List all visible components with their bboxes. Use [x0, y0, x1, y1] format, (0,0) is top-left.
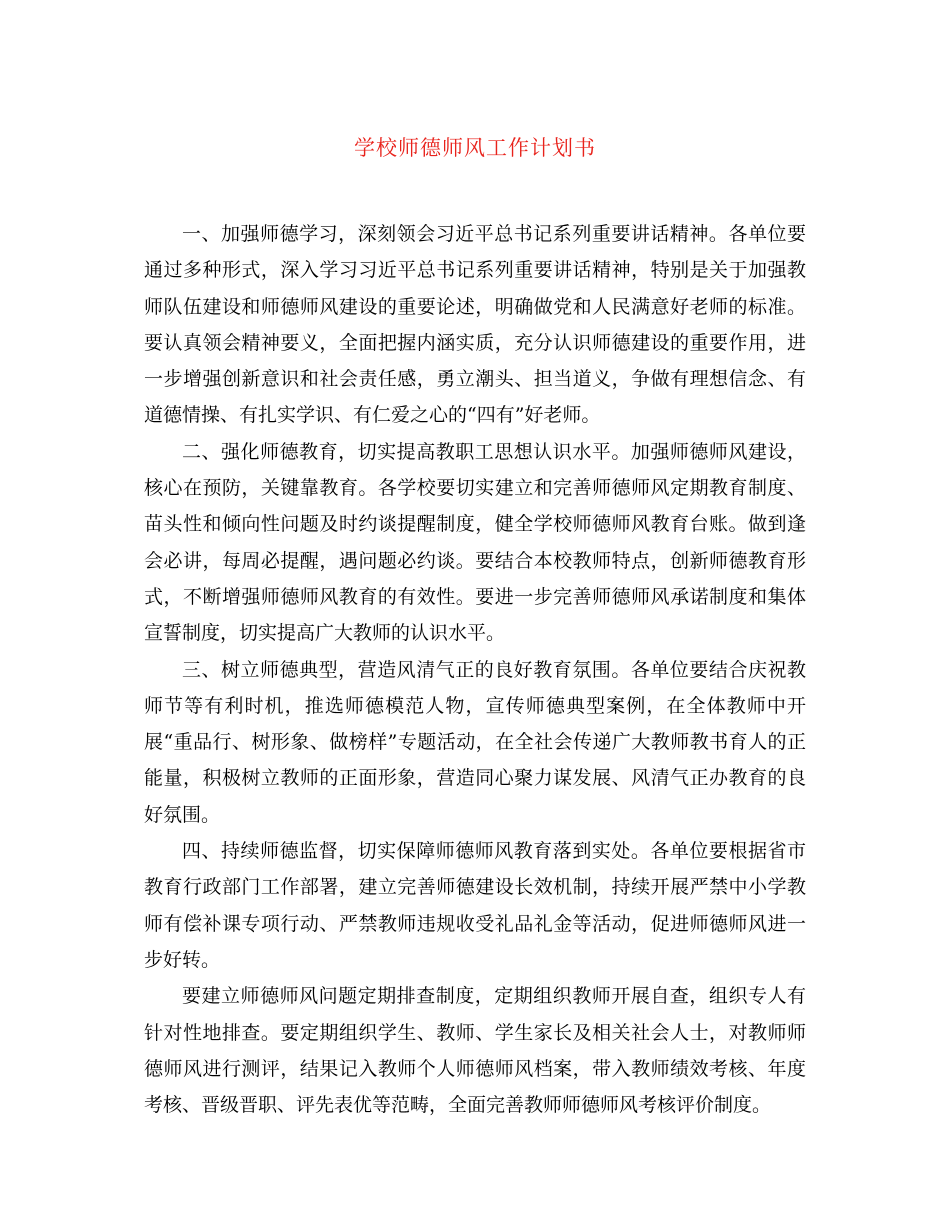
paragraph-5: 要建立师德师风问题定期排查制度，定期组织教师开展自查，组织专人有针对性地排查。要定期组织学生、教师、学生家长及相关社会人士，对教师师德师风进行测评，结果记入教师个人师德师风档案，带入教师绩效考核、年度考核、晋级晋职、评先表优等范畴，全面完善教师师德师风考核评价制度。: [144, 985, 806, 1117]
paragraph-1: 一、加强师德学习，深刻领会习近平总书记系列重要讲话精神。各单位要通过多种形式，深入学习习近平总书记系列重要讲话精神，特别是关于加强教师队伍建设和师德师风建设的重要论述，明确做党和人民满意好老师的标准。要认真领会精神要义，全面把握内涵实质，充分认识师德建设的重要作用，进一步增强创新意识和社会责任感，勇立潮头、担当道义，争做有理想信念、有道德情操、有扎实学识、有仁爱之心的“四有”好老师。: [144, 223, 806, 427]
paragraph-4: 四、持续师德监督，切实保障师德师风教育落到实处。各单位要根据省市教育行政部门工作部署，建立完善师德建设长效机制，持续开展严禁中小学教师有偿补课专项行动、严禁教师违规收受礼品礼金等活动，促进师德师风进一步好转。: [144, 840, 806, 971]
document-body: [144, 216, 806, 1123]
paragraph-3: 三、树立师德典型，营造风清气正的良好教育氛围。各单位要结合庆祝教师节等有利时机，推选师德模范人物，宣传师德典型案例，在全体教师中开展“重品行、树形象、做榜样”专题活动，在全社会传递广大教师教书育人的正能量，积极树立教师的正面形象，营造同心聚力谋发展、风清气正办教育的良好氛围。: [144, 658, 806, 826]
document-title: 学校师德师风工作计划书: [354, 136, 596, 160]
paragraph-2: 二、强化师德教育，切实提高教职工思想认识水平。加强师德师风建设，核心在预防，关键靠教育。各学校要切实建立和完善师德师风定期教育制度、苗头性和倾向性问题及时约谈提醒制度，健全学校师德师风教育台账。做到逢会必讲，每周必提醒，遇问题必约谈。要结合本校教师特点，创新师德教育形式，不断增强师德师风教育的有效性。要进一步完善师德师风承诺制度和集体宣誓制度，切实提高广大教师的认识水平。: [144, 440, 806, 645]
